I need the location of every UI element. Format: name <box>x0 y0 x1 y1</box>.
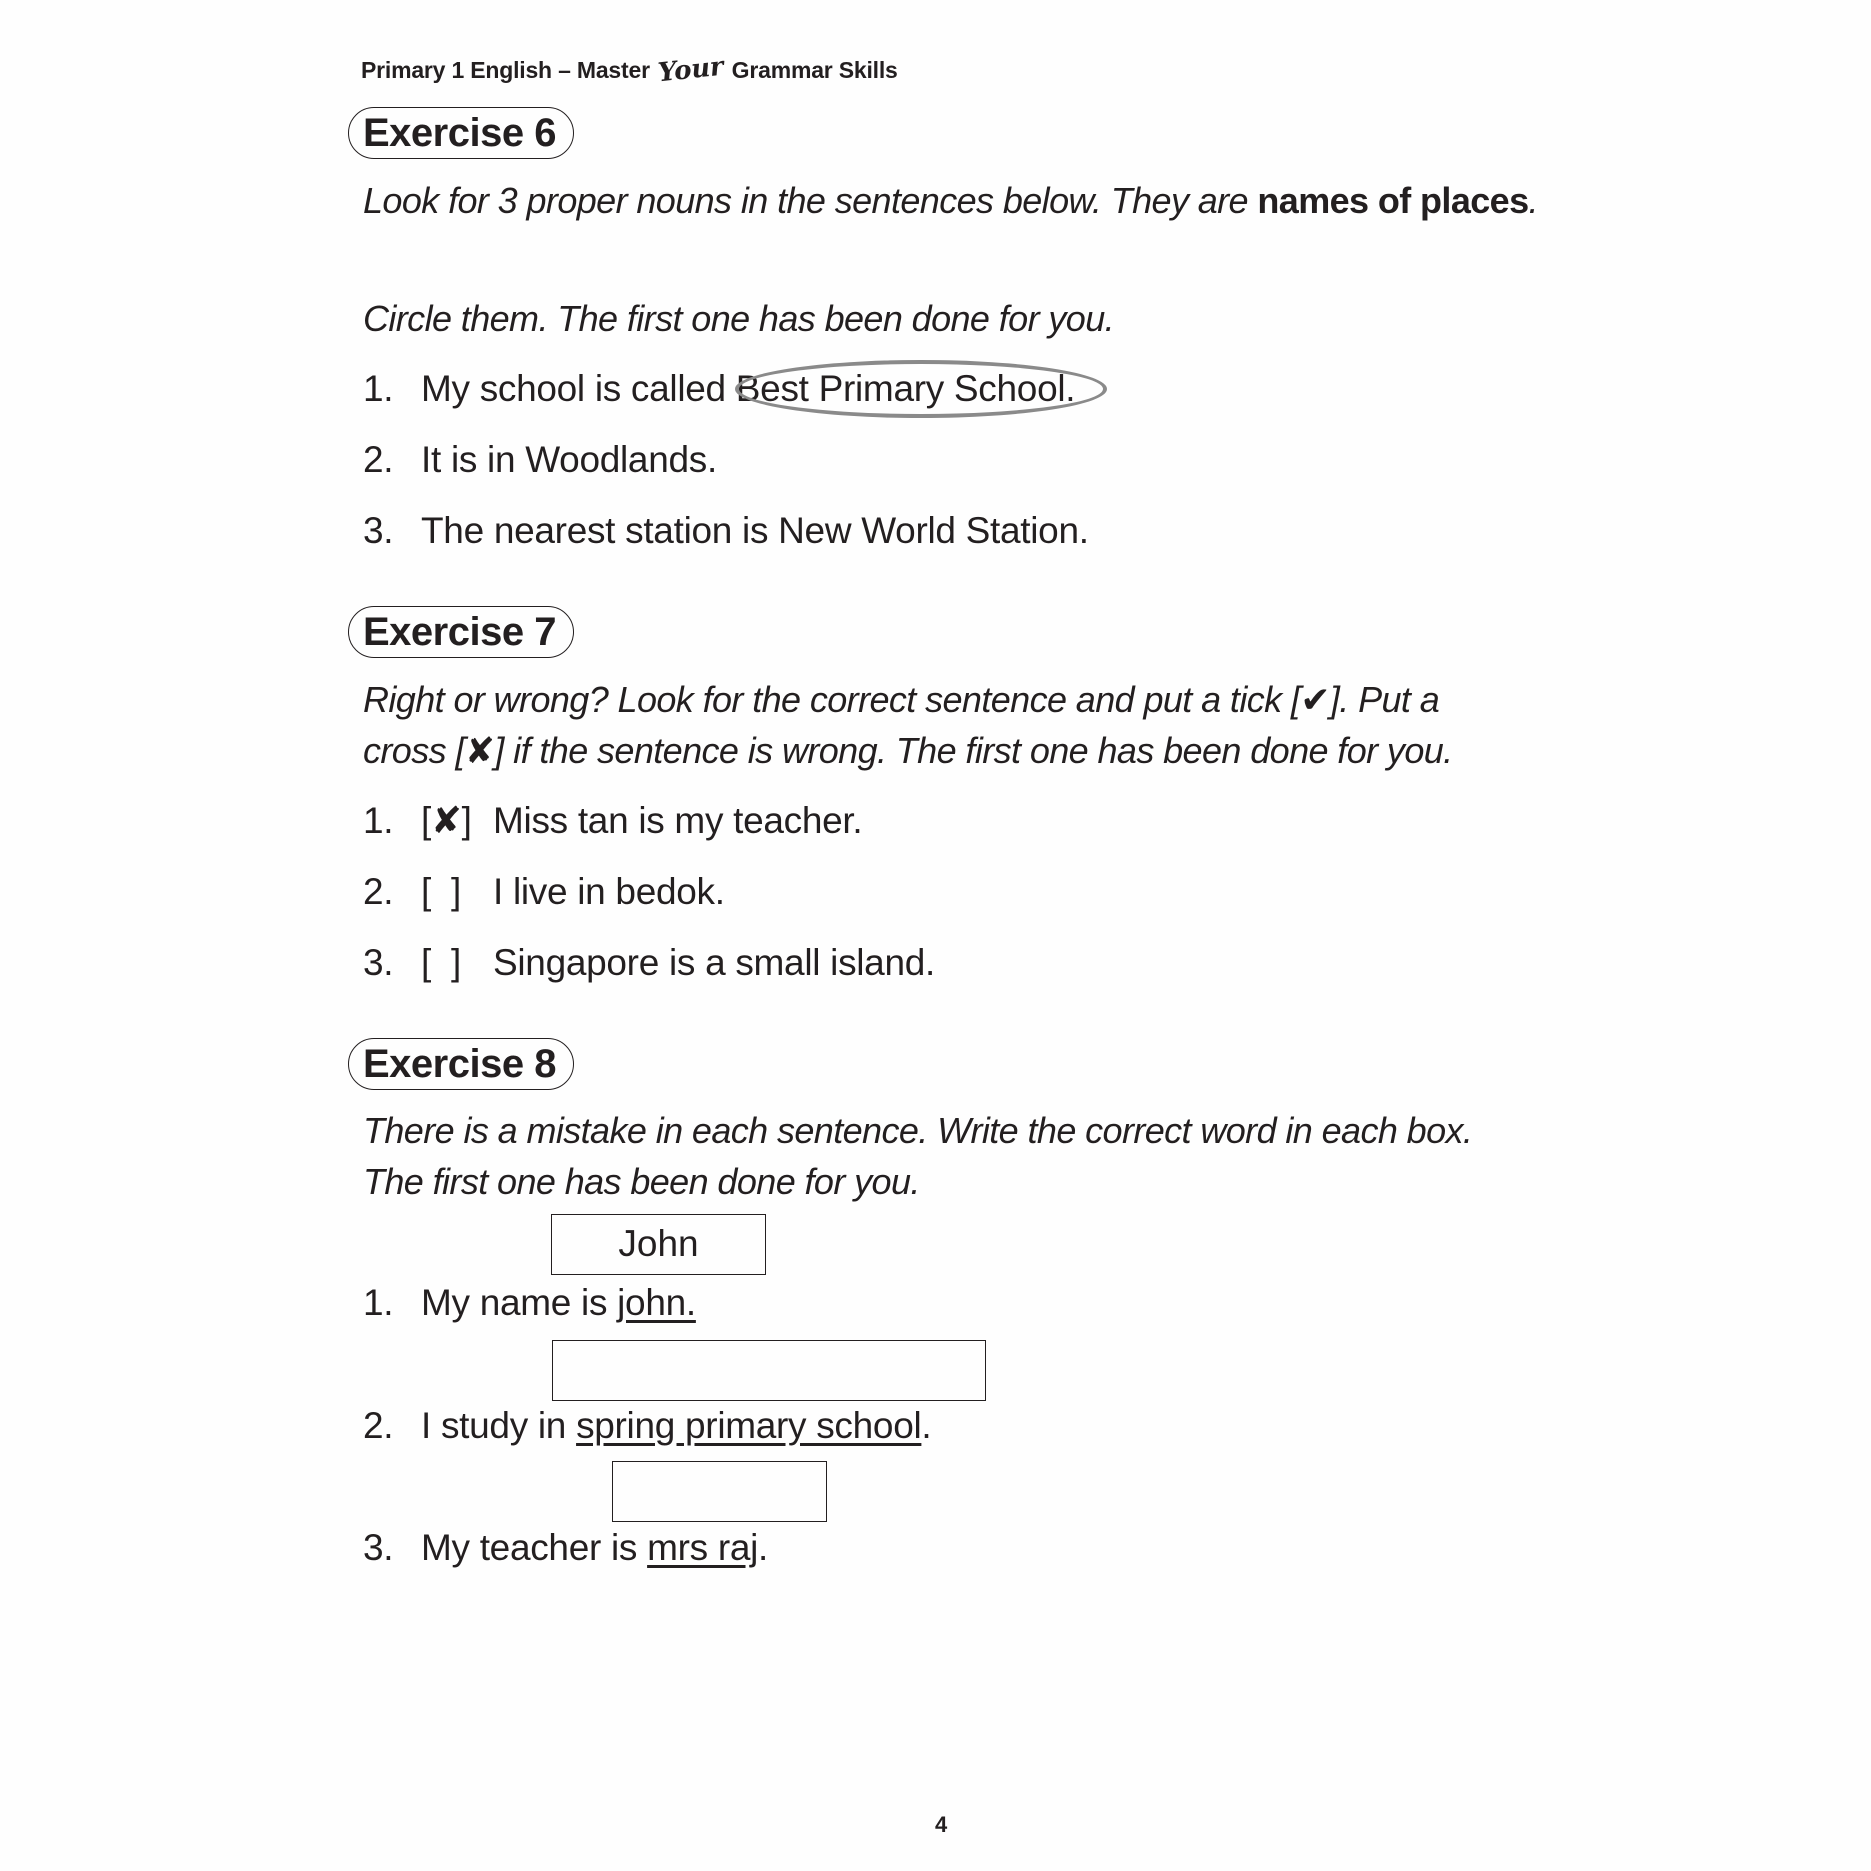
header-title-your: Your <box>656 51 725 89</box>
exercise-7-item-2 <box>363 870 725 914</box>
exercise-7-instruction-line-1: Right or wrong? Look for the correct sentence and put a tick [✔]. Put a <box>363 679 1440 720</box>
answer-box-2[interactable] <box>552 1340 986 1401</box>
item-text: The nearest station is New World Station. <box>421 510 1089 551</box>
underlined-mistake: john. <box>617 1282 696 1323</box>
item-text: My name is <box>421 1282 618 1323</box>
exercise-6-instruction-text: Look for 3 proper nouns in the sentences below. They are <box>363 180 1258 221</box>
item-punctuation: . <box>1065 368 1076 409</box>
page-header <box>361 51 898 89</box>
item-number: 2. <box>363 1405 394 1446</box>
exercise-8-item-2 <box>363 1404 931 1448</box>
header-title-before: Primary 1 English – Master <box>361 57 657 83</box>
item-number: 1. <box>363 1282 394 1323</box>
exercise-6-title: Exercise 6 <box>348 107 574 159</box>
exercise-6-instruction-bold: names of places <box>1257 180 1529 221</box>
item-text: I study in <box>421 1405 577 1446</box>
item-number: 3. <box>363 942 394 983</box>
exercise-8-title: Exercise 8 <box>348 1038 574 1090</box>
item-punctuation: . <box>758 1527 769 1568</box>
answer-bracket[interactable]: [✘] <box>421 800 472 841</box>
item-text: Miss tan is my teacher. <box>493 800 863 841</box>
underlined-mistake: spring primary school <box>576 1405 922 1446</box>
exercise-6-item-3 <box>363 509 1089 553</box>
item-number: 2. <box>363 871 394 912</box>
item-text: It is in Woodlands. <box>421 439 717 480</box>
item-number: 1. <box>363 800 394 841</box>
item-number: 3. <box>363 1527 394 1568</box>
exercise-7-item-1 <box>363 799 862 843</box>
exercise-6-instruction-end: . <box>1528 180 1538 221</box>
item-text: My teacher is <box>421 1527 648 1568</box>
answer-box-1[interactable]: John <box>551 1214 766 1275</box>
item-number: 2. <box>363 439 394 480</box>
exercise-6-instruction-2: Circle them. The first one has been done for you. <box>363 298 1115 339</box>
exercise-7-item-3 <box>363 941 935 985</box>
exercise-8-instruction-line-2: The first one has been done for you. <box>363 1161 920 1202</box>
page-number: 4 <box>935 1812 948 1837</box>
exercise-8-item-1 <box>363 1281 696 1325</box>
answer-bracket[interactable]: [ ] <box>421 871 461 912</box>
answer-bracket[interactable]: [ ] <box>421 942 461 983</box>
exercise-6-item-2 <box>363 438 717 482</box>
exercise-8-item-3 <box>363 1526 768 1570</box>
exercise-7-instruction-line-2: cross [✘] if the sentence is wrong. The first one has been done for you. <box>363 730 1453 771</box>
item-text: I live in bedok. <box>493 871 725 912</box>
circle-annotation <box>735 360 1107 418</box>
item-text: Singapore is a small island. <box>493 942 935 983</box>
underlined-mistake: mrs raj <box>647 1527 759 1568</box>
item-number: 1. <box>363 368 394 409</box>
item-text: My school is called <box>421 368 736 409</box>
header-title-after: Grammar Skills <box>725 57 898 83</box>
circled-proper-noun: Best Primary School <box>735 368 1066 409</box>
exercise-8-instruction-line-1: There is a mistake in each sentence. Write the correct word in each box. <box>363 1110 1473 1151</box>
item-punctuation: . <box>921 1405 932 1446</box>
item-number: 3. <box>363 510 394 551</box>
answer-box-3[interactable] <box>612 1461 827 1522</box>
exercise-6-instruction <box>363 175 1543 226</box>
exercise-7-title: Exercise 7 <box>348 606 574 658</box>
